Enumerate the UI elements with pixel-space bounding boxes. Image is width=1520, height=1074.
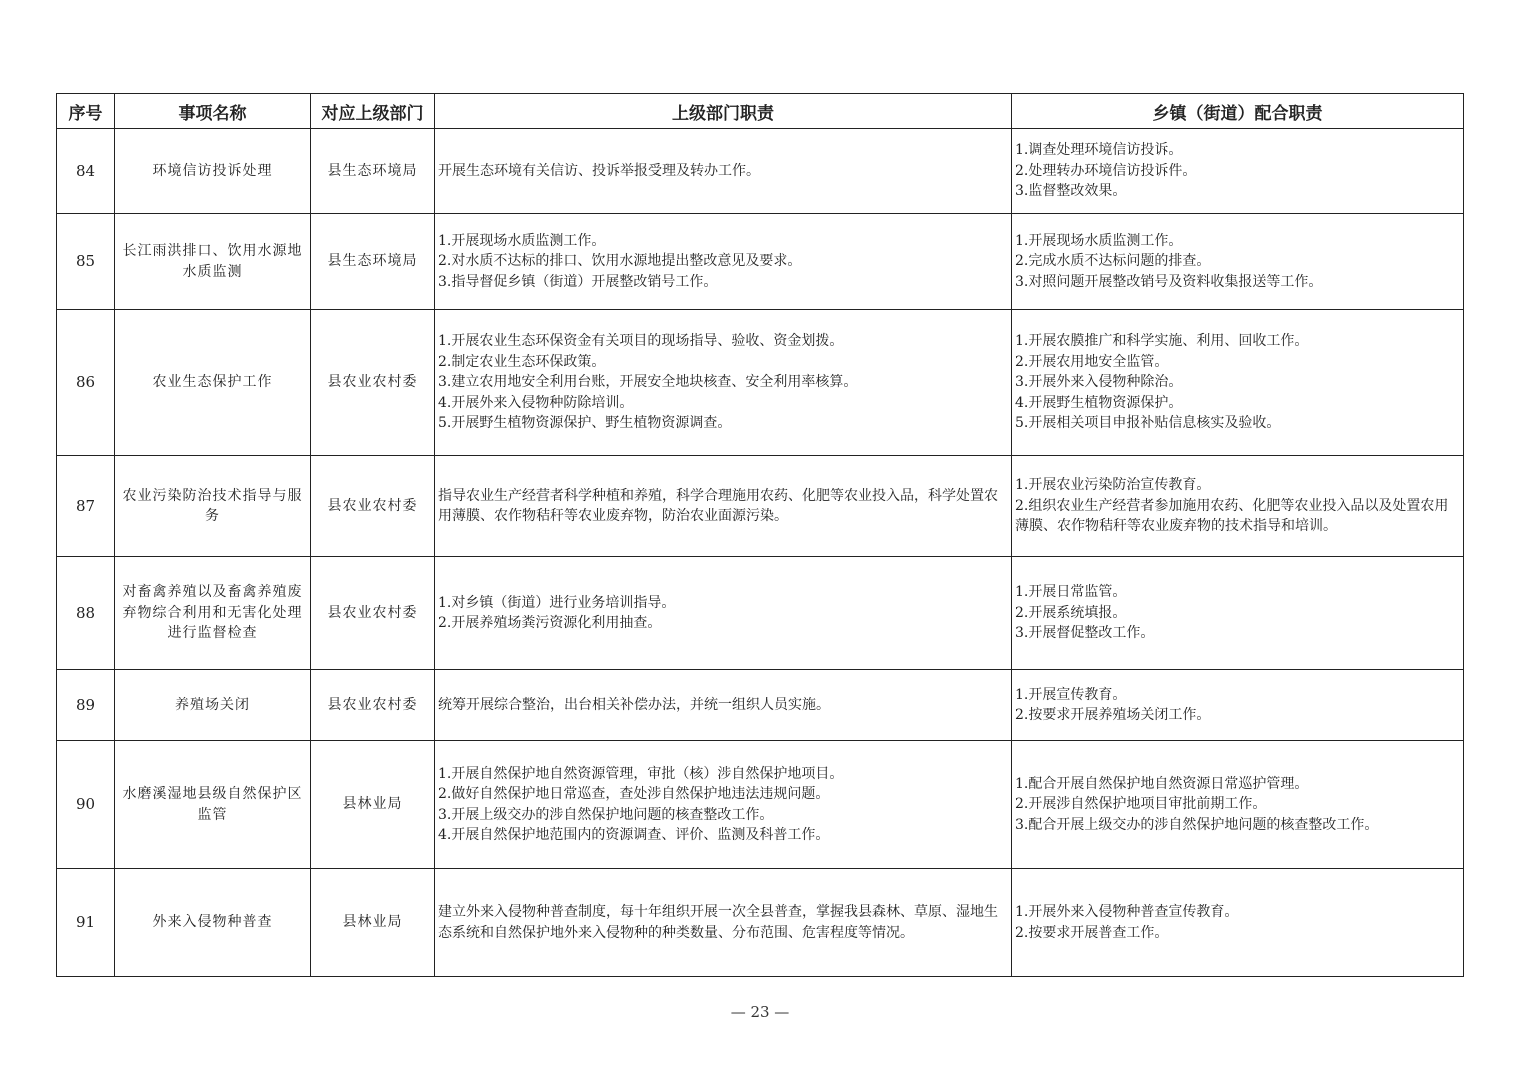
item-name: 对畜禽养殖以及畜禽养殖废弃物综合利用和无害化处理进行监督检查 [115, 557, 311, 670]
duty-line: 2.做好自然保护地日常巡查，查处涉自然保护地违法违规问题。 [438, 786, 830, 802]
cooperation-line: 1.开展农业污染防治宣传教育。 [1015, 477, 1211, 494]
department: 县农业农村委 [311, 310, 435, 456]
cooperation-line: 3.监督整改效果。 [1015, 183, 1127, 200]
table-row [57, 741, 1464, 869]
cooperation-line: 2.按要求开展普查工作。 [1015, 924, 1169, 941]
upper-duties [435, 741, 1012, 869]
cooperation-line: 1.调查处理环境信访投诉。 [1015, 142, 1183, 159]
cooperation-line: 3.开展外来入侵物种除治。 [1015, 374, 1183, 391]
duty-line: 开展生态环境有关信访、投诉举报受理及转办工作。 [438, 162, 760, 179]
duty-line: 统筹开展综合整治，出台相关补偿办法，并统一组织人员实施。 [438, 696, 830, 713]
row-number: 90 [57, 741, 115, 869]
cooperation-line: 1.开展日常监管。 [1015, 584, 1127, 601]
table-row [57, 310, 1464, 456]
row-number: 91 [57, 869, 115, 977]
header-row [57, 94, 1464, 129]
table-row [57, 129, 1464, 214]
town-cooperation [1012, 310, 1464, 456]
header-no: 序号 [57, 94, 115, 129]
row-number: 84 [57, 129, 115, 214]
duty-line: 4.开展自然保护地范围内的资源调查、评价、监测及科普工作。 [438, 827, 830, 843]
cooperation-line: 4.开展野生植物资源保护。 [1015, 394, 1183, 411]
page-number: — 23 — [730, 1003, 790, 1021]
row-number: 89 [57, 670, 115, 741]
cooperation-line: 1.开展宣传教育。 [1015, 686, 1127, 703]
header-department: 对应上级部门 [311, 94, 435, 129]
town-cooperation [1012, 214, 1464, 310]
row-number: 86 [57, 310, 115, 456]
town-cooperation [1012, 741, 1464, 869]
duty-line: 1.开展现场水质监测工作。 [438, 232, 606, 249]
item-name: 长江雨洪排口、饮用水源地水质监测 [115, 214, 311, 310]
header-cooperation: 乡镇（街道）配合职责 [1012, 94, 1464, 129]
duty-line: 指导农业生产经营者科学种植和养殖，科学合理施用农药、化肥等农业投入品，科学处置农用薄膜、农作物秸秆等农业废弃物，防治农业面源污染。 [438, 487, 998, 524]
duty-line: 1.开展农业生态环保资金有关项目的现场指导、验收、资金划拨。 [438, 333, 844, 350]
item-name: 农业污染防治技术指导与服务 [115, 456, 311, 557]
duty-line: 建立外来入侵物种普查制度，每十年组织开展一次全县普查，掌握我县森林、草原、湿地生态系统和自然保护地外来入侵物种的种类数量、分布范围、危害程度等情况。 [438, 904, 998, 941]
upper-duties [435, 310, 1012, 456]
duty-table [56, 93, 1464, 977]
town-cooperation [1012, 670, 1464, 741]
cooperation-line: 2.开展涉自然保护地项目审批前期工作。 [1015, 796, 1267, 813]
cooperation-line: 2.开展农用地安全监管。 [1015, 353, 1169, 370]
table-row [57, 557, 1464, 670]
upper-duties [435, 214, 1012, 310]
cooperation-line: 3.配合开展上级交办的涉自然保护地问题的核查整改工作。 [1015, 816, 1379, 833]
town-cooperation [1012, 869, 1464, 977]
department: 县农业农村委 [311, 670, 435, 741]
header-item-name: 事项名称 [115, 94, 311, 129]
cooperation-line: 1.开展外来入侵物种普查宣传教育。 [1015, 904, 1239, 920]
item-name: 环境信访投诉处理 [115, 129, 311, 214]
duty-line: 2.开展养殖场粪污资源化利用抽查。 [438, 615, 662, 631]
table-row [57, 214, 1464, 310]
row-number: 88 [57, 557, 115, 670]
duty-line: 1.对乡镇（街道）进行业务培训指导。 [438, 594, 676, 611]
duty-line: 5.开展野生植物资源保护、野生植物资源调查。 [438, 415, 732, 432]
item-name: 水磨溪湿地县级自然保护区监管 [115, 741, 311, 869]
duty-line: 3.开展上级交办的涉自然保护地问题的核查整改工作。 [438, 806, 774, 823]
row-number: 85 [57, 214, 115, 310]
cooperation-line: 1.开展现场水质监测工作。 [1015, 232, 1183, 249]
duty-line: 2.对水质不达标的排口、饮用水源地提出整改意见及要求。 [438, 253, 802, 270]
upper-duties [435, 456, 1012, 557]
town-cooperation [1012, 456, 1464, 557]
table-row [57, 869, 1464, 977]
cooperation-line: 2.按要求开展养殖场关闭工作。 [1015, 707, 1211, 723]
cooperation-line: 2.处理转办环境信访投诉件。 [1015, 162, 1197, 179]
department: 县农业农村委 [311, 557, 435, 670]
table-row [57, 670, 1464, 741]
cooperation-line: 2.开展系统填报。 [1015, 604, 1127, 621]
duty-line: 3.建立农用地安全利用台账，开展安全地块核查、安全利用率核算。 [438, 374, 858, 391]
duty-line: 2.制定农业生态环保政策。 [438, 353, 606, 370]
cooperation-line: 2.组织农业生产经营者参加施用农药、化肥等农业投入品以及处置农用薄膜、农作物秸秆等农业废弃物的技术指导和培训。 [1015, 497, 1449, 535]
upper-duties [435, 129, 1012, 214]
cooperation-line: 3.对照问题开展整改销号及资料收集报送等工作。 [1015, 273, 1323, 290]
duty-line: 1.开展自然保护地自然资源管理，审批（核）涉自然保护地项目。 [438, 765, 844, 782]
row-number: 87 [57, 456, 115, 557]
item-name: 养殖场关闭 [115, 670, 311, 741]
department: 县生态环境局 [311, 214, 435, 310]
cooperation-line: 2.完成水质不达标问题的排查。 [1015, 253, 1211, 270]
town-cooperation [1012, 557, 1464, 670]
upper-duties [435, 670, 1012, 741]
department: 县林业局 [311, 869, 435, 977]
duty-line: 4.开展外来入侵物种防除培训。 [438, 394, 634, 411]
header-duties: 上级部门职责 [435, 94, 1012, 129]
cooperation-line: 1.开展农膜推广和科学实施、利用、回收工作。 [1015, 333, 1309, 350]
department: 县农业农村委 [311, 456, 435, 557]
cooperation-line: 3.开展督促整改工作。 [1015, 625, 1155, 642]
duty-line: 3.指导督促乡镇（街道）开展整改销号工作。 [438, 273, 718, 290]
department: 县林业局 [311, 741, 435, 869]
cooperation-line: 5.开展相关项目申报补贴信息核实及验收。 [1015, 415, 1281, 432]
cooperation-line: 1.配合开展自然保护地自然资源日常巡护管理。 [1015, 775, 1309, 792]
upper-duties [435, 557, 1012, 670]
upper-duties [435, 869, 1012, 977]
town-cooperation [1012, 129, 1464, 214]
department: 县生态环境局 [311, 129, 435, 214]
item-name: 外来入侵物种普查 [115, 869, 311, 977]
table-row [57, 456, 1464, 557]
item-name: 农业生态保护工作 [115, 310, 311, 456]
